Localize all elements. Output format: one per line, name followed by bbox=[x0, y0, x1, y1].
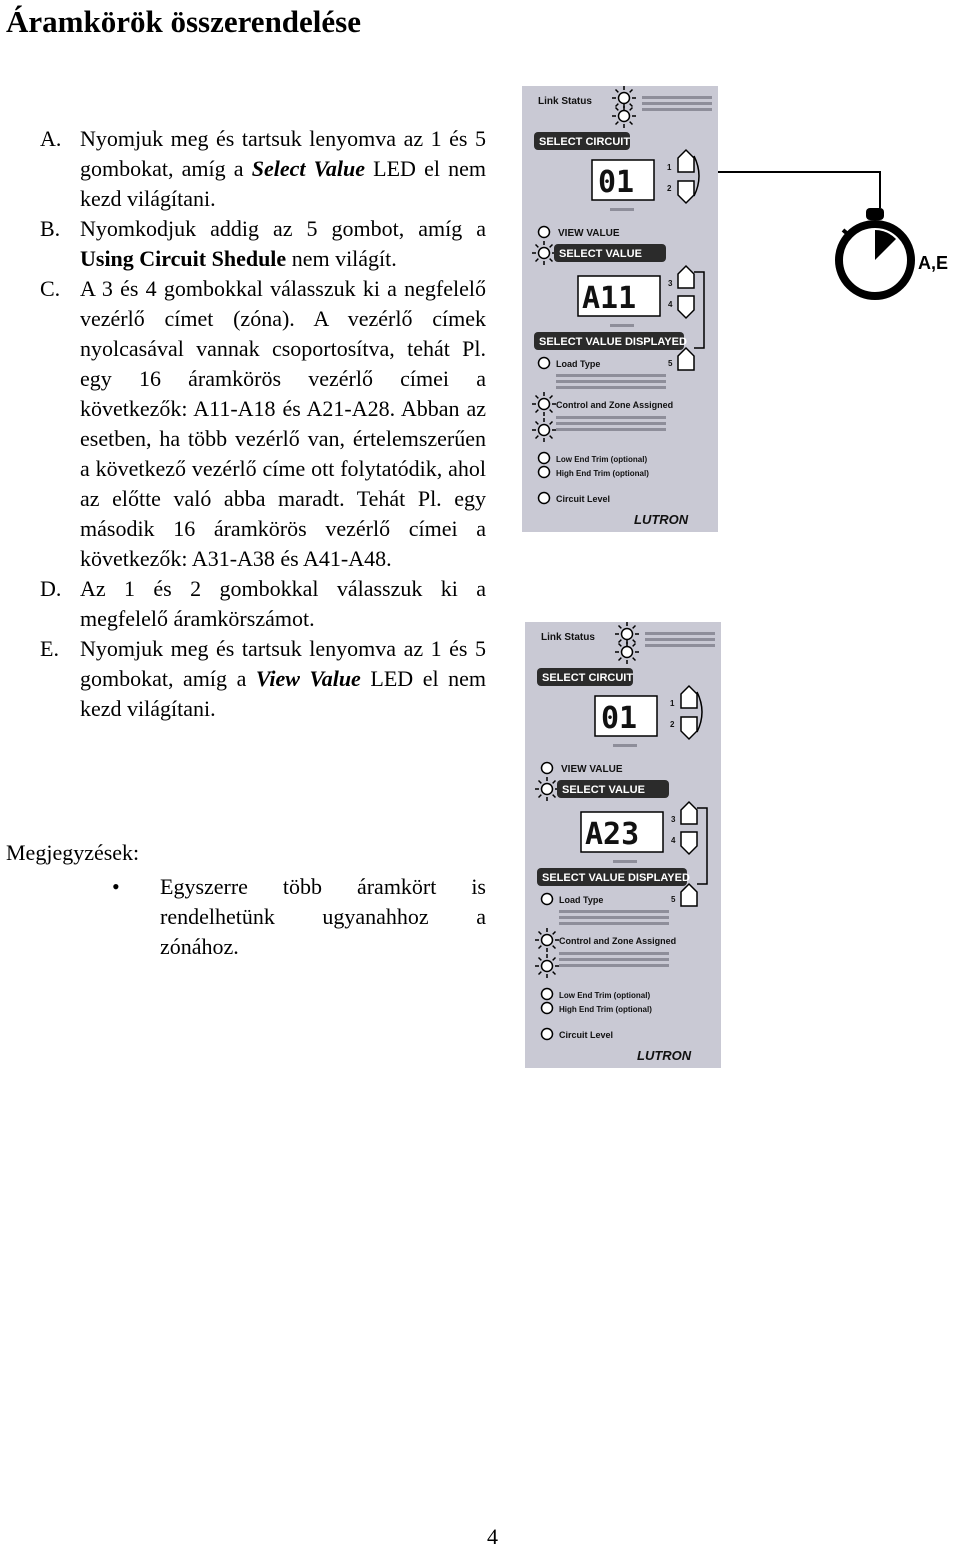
high-end-trim-led bbox=[539, 467, 550, 478]
step-text bbox=[80, 274, 486, 574]
load-type-label: Load Type bbox=[556, 359, 601, 369]
step-letter: A. bbox=[40, 126, 62, 151]
high-end-trim-label: High End Trim (optional) bbox=[556, 469, 649, 478]
step-text-part: Nyomjuk meg és tartsuk lenyomva az 1 és 5 gombokat, amíg a bbox=[80, 126, 486, 181]
link-status-led-2 bbox=[615, 640, 639, 664]
panel-svg bbox=[522, 86, 722, 534]
high-end-trim-label: High End Trim (optional) bbox=[559, 1005, 652, 1014]
zone-led-2 bbox=[535, 954, 559, 978]
step-text-part: Nyomjuk meg és tartsuk lenyomva az 1 és 5 gombokat, amíg a bbox=[80, 636, 486, 691]
low-end-trim-led bbox=[542, 989, 553, 1000]
step-b bbox=[40, 214, 486, 274]
select-circuit-label bbox=[534, 132, 630, 150]
bullet: • bbox=[112, 874, 120, 899]
highlighted-term: View Value bbox=[255, 666, 361, 691]
load-type-led bbox=[542, 894, 553, 905]
step-c bbox=[40, 274, 486, 574]
view-value-label: VIEW VALUE bbox=[561, 764, 623, 775]
control-zone-led bbox=[532, 392, 556, 416]
select-value-displayed-label bbox=[534, 332, 687, 350]
link-status-label: Link Status bbox=[538, 96, 592, 107]
step-text-part: A 3 és 4 gombokkal válasszuk ki a negfelelő vezérlő címet (zóna). A vezérlő címek nyolcasával vannak csoportosítva, tehát Pl. egy 16 áramkörös vezérlő címei a következők: A11-A18 és A21-A28. Abban az esetben, ha több vezérlő van, értelemszerűen a következő vezérlő címe ott folytatódik, ahol az előtte való abba maradt. Tehát Pl. egy második 16 áramkörös vezérlő címei a következők: A31-A38 és A41-A48. bbox=[80, 276, 486, 571]
select-value-label-text: SELECT VALUE bbox=[559, 248, 642, 260]
select-value-displayed-label-text: SELECT VALUE DISPLAYED bbox=[539, 336, 687, 348]
circuit-level-led bbox=[542, 1029, 553, 1040]
circuit-display: 01 bbox=[598, 165, 635, 200]
select-circuit-label-text: SELECT CIRCUIT bbox=[542, 672, 634, 684]
value-display: A23 bbox=[585, 817, 640, 852]
page-number: 4 bbox=[487, 1524, 498, 1549]
button-label-1: 1 bbox=[670, 699, 675, 708]
stopwatch-diagram bbox=[690, 150, 930, 330]
load-type-label: Load Type bbox=[559, 895, 604, 905]
button-label-3: 3 bbox=[671, 815, 676, 824]
connector-line bbox=[700, 172, 880, 208]
lutron-panel-top bbox=[522, 86, 722, 539]
note-item bbox=[112, 872, 486, 962]
note-text: Egyszerre több áramkört is rendelhetünk ugyanahhoz a zónához. bbox=[160, 874, 486, 959]
step-text-part: Nyomkodjuk addig az 5 gombot, amíg a bbox=[80, 216, 486, 241]
high-end-trim-led bbox=[542, 1003, 553, 1014]
zone-led-2 bbox=[532, 418, 556, 442]
button-label-4: 4 bbox=[668, 300, 673, 309]
view-value-led bbox=[539, 227, 550, 238]
view-value-led bbox=[542, 763, 553, 774]
step-e bbox=[40, 634, 486, 724]
select-value-led bbox=[535, 777, 559, 801]
step-d bbox=[40, 574, 486, 634]
step-text bbox=[80, 634, 486, 724]
select-value-led bbox=[532, 241, 556, 265]
panel-svg bbox=[525, 622, 725, 1070]
view-value-label: VIEW VALUE bbox=[558, 228, 620, 239]
select-circuit-label-text: SELECT CIRCUIT bbox=[539, 136, 631, 148]
step-letter: E. bbox=[40, 636, 59, 661]
low-end-trim-led bbox=[539, 453, 550, 464]
value-display: A11 bbox=[582, 281, 637, 316]
step-text bbox=[80, 214, 486, 274]
step-text-part: Az 1 és 2 gombokkal válasszuk ki a megfelelő áramkörszámot. bbox=[80, 576, 486, 631]
load-type-led bbox=[539, 358, 550, 369]
select-circuit-label bbox=[537, 668, 633, 686]
step-text-part: LED el nem kezd világítani. bbox=[80, 666, 487, 721]
control-zone-led bbox=[535, 928, 559, 952]
button-label-2: 2 bbox=[670, 720, 675, 729]
highlighted-term: Using Circuit Shedule bbox=[80, 246, 287, 271]
control-zone-label: Control and Zone Assigned bbox=[556, 400, 674, 410]
button-label-1: 1 bbox=[667, 163, 672, 172]
brand-logo: LUTRON bbox=[634, 512, 689, 527]
step-text-part: LED el nem kezd világítani. bbox=[80, 156, 486, 211]
button-label-5: 5 bbox=[671, 895, 676, 904]
highlighted-term: Select Value bbox=[251, 156, 365, 181]
lutron-panel-bottom bbox=[525, 622, 725, 1075]
step-text bbox=[80, 574, 486, 634]
stopwatch-label: A,E bbox=[918, 253, 949, 273]
control-zone-label: Control and Zone Assigned bbox=[559, 936, 677, 946]
low-end-trim-label: Low End Trim (optional) bbox=[556, 455, 648, 464]
step-letter: C. bbox=[40, 276, 61, 301]
page-title: Áramkörök összerendelése bbox=[6, 4, 362, 39]
stopwatch-icon bbox=[839, 208, 911, 296]
select-value-label-text: SELECT VALUE bbox=[562, 784, 645, 796]
step-text-part: nem világít. bbox=[286, 246, 397, 271]
brand-logo: LUTRON bbox=[637, 1048, 692, 1063]
step-text bbox=[80, 124, 486, 214]
select-value-displayed-label-text: SELECT VALUE DISPLAYED bbox=[542, 872, 690, 884]
step-letter: D. bbox=[40, 576, 62, 601]
step-a bbox=[40, 124, 486, 214]
button-label-2: 2 bbox=[667, 184, 672, 193]
circuit-level-label: Circuit Level bbox=[559, 1030, 614, 1040]
circuit-level-label: Circuit Level bbox=[556, 494, 611, 504]
instruction-steps bbox=[40, 124, 486, 724]
step-letter: B. bbox=[40, 216, 61, 241]
select-value-label bbox=[554, 244, 666, 262]
button-label-3: 3 bbox=[668, 279, 673, 288]
select-value-displayed-label bbox=[537, 868, 690, 886]
circuit-level-led bbox=[539, 493, 550, 504]
button-label-4: 4 bbox=[671, 836, 676, 845]
circuit-display: 01 bbox=[601, 701, 638, 736]
notes-heading: Megjegyzések: bbox=[6, 840, 140, 865]
low-end-trim-label: Low End Trim (optional) bbox=[559, 991, 651, 1000]
select-value-label bbox=[557, 780, 669, 798]
button-label-5: 5 bbox=[668, 359, 673, 368]
link-status-led-2 bbox=[612, 104, 636, 128]
link-status-label: Link Status bbox=[541, 632, 595, 643]
